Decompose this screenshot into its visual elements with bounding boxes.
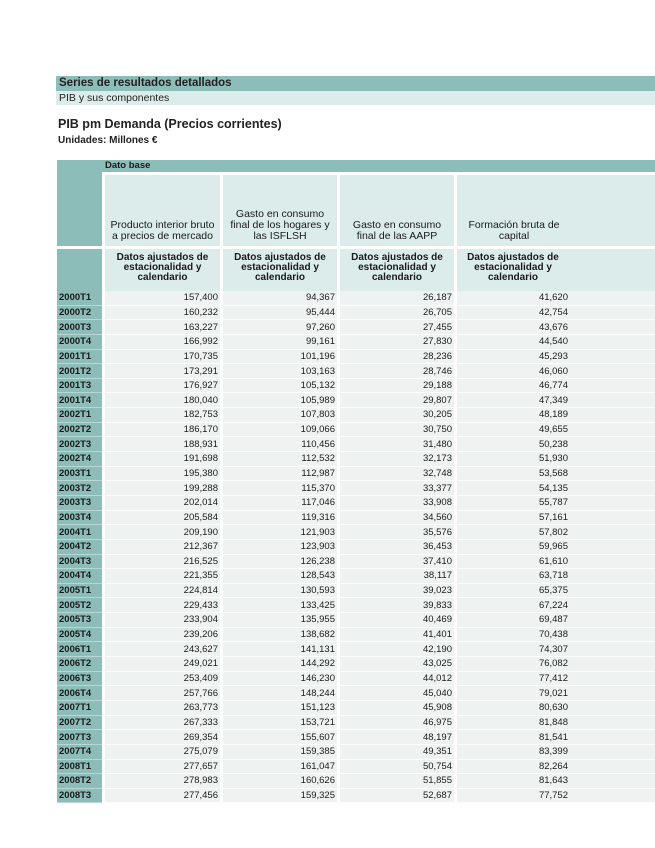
value-cell: 41,401 <box>337 628 454 643</box>
table-row <box>57 291 655 306</box>
value-cell: 45,293 <box>454 350 655 365</box>
value-cell: 141,131 <box>220 642 337 657</box>
column-header: Producto interior bruto a precios de mercado <box>102 175 220 246</box>
value-cell: 239,206 <box>102 628 220 643</box>
value-cell: 160,626 <box>220 774 337 789</box>
value-cell: 121,903 <box>220 525 337 540</box>
value-cell: 42,754 <box>454 306 655 321</box>
table-row <box>57 730 655 745</box>
column-header: Gasto en consumo final de las AAPP <box>337 175 454 246</box>
value-cell: 35,576 <box>337 525 454 540</box>
value-cell: 112,532 <box>220 452 337 467</box>
value-cell: 275,079 <box>102 745 220 760</box>
table-row <box>57 774 655 789</box>
value-cell: 94,367 <box>220 291 337 306</box>
period-cell: 2004T4 <box>57 569 102 584</box>
period-cell: 2007T1 <box>57 701 102 716</box>
stub-cell <box>57 246 102 291</box>
value-cell: 47,349 <box>454 393 655 408</box>
value-cell: 144,292 <box>220 657 337 672</box>
value-cell: 148,244 <box>220 686 337 701</box>
period-cell: 2000T4 <box>57 335 102 350</box>
value-cell: 29,188 <box>337 379 454 394</box>
value-cell: 32,748 <box>337 467 454 482</box>
value-cell: 176,927 <box>102 379 220 394</box>
period-cell: 2006T2 <box>57 657 102 672</box>
value-cell: 123,903 <box>220 540 337 555</box>
value-cell: 157,400 <box>102 291 220 306</box>
units-label: Unidades: Millones € <box>58 135 158 146</box>
value-cell: 199,288 <box>102 481 220 496</box>
data-table <box>57 160 655 803</box>
period-cell: 2003T4 <box>57 511 102 526</box>
value-cell: 277,657 <box>102 760 220 775</box>
value-cell: 278,983 <box>102 774 220 789</box>
value-cell: 48,189 <box>454 408 655 423</box>
period-cell: 2000T3 <box>57 320 102 335</box>
value-cell: 30,205 <box>337 408 454 423</box>
value-cell: 209,190 <box>102 525 220 540</box>
period-cell: 2004T2 <box>57 540 102 555</box>
table-row <box>57 745 655 760</box>
table-row <box>57 613 655 628</box>
value-cell: 74,307 <box>454 642 655 657</box>
value-cell: 133,425 <box>220 598 337 613</box>
value-cell: 110,456 <box>220 437 337 452</box>
column-subheader: Datos ajustados de estacionalidad y calendario <box>220 246 337 291</box>
value-cell: 51,855 <box>337 774 454 789</box>
value-cell: 61,610 <box>454 555 655 570</box>
table-row <box>57 393 655 408</box>
period-cell: 2001T2 <box>57 364 102 379</box>
table-row <box>57 540 655 555</box>
value-cell: 180,040 <box>102 393 220 408</box>
value-cell: 26,705 <box>337 306 454 321</box>
column-subheader: Datos ajustados de estacionalidad y calendario <box>454 246 655 291</box>
series-title-band: Series de resultados detallados <box>56 76 655 91</box>
value-cell: 112,987 <box>220 467 337 482</box>
value-cell: 97,260 <box>220 320 337 335</box>
value-cell: 70,438 <box>454 628 655 643</box>
value-cell: 191,698 <box>102 452 220 467</box>
value-cell: 69,487 <box>454 613 655 628</box>
value-cell: 36,453 <box>337 540 454 555</box>
value-cell: 45,908 <box>337 701 454 716</box>
period-cell: 2005T1 <box>57 584 102 599</box>
value-cell: 41,620 <box>454 291 655 306</box>
value-cell: 126,238 <box>220 555 337 570</box>
value-cell: 55,787 <box>454 496 655 511</box>
table-title: PIB pm Demanda (Precios corrientes) <box>58 117 282 131</box>
period-cell: 2008T3 <box>57 789 102 804</box>
value-cell: 43,676 <box>454 320 655 335</box>
value-cell: 31,480 <box>337 437 454 452</box>
value-cell: 57,802 <box>454 525 655 540</box>
value-cell: 117,046 <box>220 496 337 511</box>
base-label: Dato base <box>102 160 655 172</box>
value-cell: 159,325 <box>220 789 337 804</box>
value-cell: 212,367 <box>102 540 220 555</box>
value-cell: 160,232 <box>102 306 220 321</box>
value-cell: 269,354 <box>102 730 220 745</box>
value-cell: 39,023 <box>337 584 454 599</box>
value-cell: 253,409 <box>102 672 220 687</box>
table-row <box>57 569 655 584</box>
subtitle-band: PIB y sus componentes <box>56 91 655 105</box>
table-row <box>57 628 655 643</box>
value-cell: 59,965 <box>454 540 655 555</box>
period-cell: 2005T3 <box>57 613 102 628</box>
value-cell: 128,543 <box>220 569 337 584</box>
table-row <box>57 496 655 511</box>
value-cell: 32,173 <box>337 452 454 467</box>
value-cell: 82,264 <box>454 760 655 775</box>
period-cell: 2003T1 <box>57 467 102 482</box>
period-cell: 2001T3 <box>57 379 102 394</box>
value-cell: 45,040 <box>337 686 454 701</box>
value-cell: 53,568 <box>454 467 655 482</box>
period-cell: 2003T2 <box>57 481 102 496</box>
table-row <box>57 672 655 687</box>
period-cell: 2000T1 <box>57 291 102 306</box>
value-cell: 81,643 <box>454 774 655 789</box>
value-cell: 54,135 <box>454 481 655 496</box>
value-cell: 146,230 <box>220 672 337 687</box>
value-cell: 202,014 <box>102 496 220 511</box>
value-cell: 29,807 <box>337 393 454 408</box>
value-cell: 221,355 <box>102 569 220 584</box>
value-cell: 107,803 <box>220 408 337 423</box>
value-cell: 57,161 <box>454 511 655 526</box>
period-cell: 2006T1 <box>57 642 102 657</box>
table-row <box>57 408 655 423</box>
value-cell: 46,774 <box>454 379 655 394</box>
table-row <box>57 335 655 350</box>
table-row <box>57 642 655 657</box>
table-row <box>57 320 655 335</box>
table-row <box>57 511 655 526</box>
value-cell: 63,718 <box>454 569 655 584</box>
value-cell: 173,291 <box>102 364 220 379</box>
table-row <box>57 555 655 570</box>
period-cell: 2007T2 <box>57 716 102 731</box>
table-row <box>57 467 655 482</box>
value-cell: 205,584 <box>102 511 220 526</box>
value-cell: 34,560 <box>337 511 454 526</box>
column-header: Gasto en consumo final de los hogares y las ISFLSH <box>220 175 337 246</box>
period-cell: 2002T3 <box>57 437 102 452</box>
value-cell: 51,930 <box>454 452 655 467</box>
value-cell: 216,525 <box>102 555 220 570</box>
value-cell: 43,025 <box>337 657 454 672</box>
value-cell: 195,380 <box>102 467 220 482</box>
value-cell: 186,170 <box>102 423 220 438</box>
value-cell: 257,766 <box>102 686 220 701</box>
table-row <box>57 760 655 775</box>
period-cell: 2005T4 <box>57 628 102 643</box>
table-row <box>57 525 655 540</box>
value-cell: 50,754 <box>337 760 454 775</box>
period-cell: 2005T2 <box>57 598 102 613</box>
table-row <box>57 716 655 731</box>
table-row <box>57 657 655 672</box>
value-cell: 95,444 <box>220 306 337 321</box>
table-row <box>57 306 655 321</box>
period-cell: 2002T1 <box>57 408 102 423</box>
value-cell: 163,227 <box>102 320 220 335</box>
table-row <box>57 364 655 379</box>
period-cell: 2001T1 <box>57 350 102 365</box>
value-cell: 46,060 <box>454 364 655 379</box>
value-cell: 155,607 <box>220 730 337 745</box>
value-cell: 80,630 <box>454 701 655 716</box>
table-row <box>57 598 655 613</box>
value-cell: 26,187 <box>337 291 454 306</box>
value-cell: 30,750 <box>337 423 454 438</box>
value-cell: 249,021 <box>102 657 220 672</box>
value-cell: 40,469 <box>337 613 454 628</box>
value-cell: 224,814 <box>102 584 220 599</box>
period-cell: 2003T3 <box>57 496 102 511</box>
period-cell: 2006T4 <box>57 686 102 701</box>
value-cell: 27,455 <box>337 320 454 335</box>
value-cell: 101,196 <box>220 350 337 365</box>
value-cell: 135,955 <box>220 613 337 628</box>
value-cell: 50,238 <box>454 437 655 452</box>
value-cell: 159,385 <box>220 745 337 760</box>
value-cell: 67,224 <box>454 598 655 613</box>
value-cell: 103,163 <box>220 364 337 379</box>
column-subheader: Datos ajustados de estacionalidad y calendario <box>337 246 454 291</box>
value-cell: 119,316 <box>220 511 337 526</box>
table-row <box>57 481 655 496</box>
value-cell: 166,992 <box>102 335 220 350</box>
value-cell: 109,066 <box>220 423 337 438</box>
table-row <box>57 379 655 394</box>
value-cell: 28,746 <box>337 364 454 379</box>
value-cell: 38,117 <box>337 569 454 584</box>
period-cell: 2000T2 <box>57 306 102 321</box>
period-cell: 2008T1 <box>57 760 102 775</box>
value-cell: 182,753 <box>102 408 220 423</box>
period-cell: 2002T4 <box>57 452 102 467</box>
period-cell: 2007T3 <box>57 730 102 745</box>
table-row <box>57 437 655 452</box>
value-cell: 81,541 <box>454 730 655 745</box>
value-cell: 49,351 <box>337 745 454 760</box>
value-cell: 39,833 <box>337 598 454 613</box>
value-cell: 170,735 <box>102 350 220 365</box>
table-row <box>57 350 655 365</box>
value-cell: 151,123 <box>220 701 337 716</box>
value-cell: 27,830 <box>337 335 454 350</box>
table-row <box>57 686 655 701</box>
column-subheader: Datos ajustados de estacionalidad y calendario <box>102 246 220 291</box>
period-cell: 2002T2 <box>57 423 102 438</box>
table-row <box>57 584 655 599</box>
stub-cell <box>57 175 102 246</box>
value-cell: 153,721 <box>220 716 337 731</box>
value-cell: 115,370 <box>220 481 337 496</box>
value-cell: 99,161 <box>220 335 337 350</box>
value-cell: 263,773 <box>102 701 220 716</box>
value-cell: 161,047 <box>220 760 337 775</box>
table-row <box>57 452 655 467</box>
value-cell: 33,377 <box>337 481 454 496</box>
period-cell: 2004T1 <box>57 525 102 540</box>
value-cell: 81,848 <box>454 716 655 731</box>
value-cell: 83,399 <box>454 745 655 760</box>
value-cell: 44,540 <box>454 335 655 350</box>
column-header: Formación bruta de capital <box>454 175 655 246</box>
value-cell: 138,682 <box>220 628 337 643</box>
value-cell: 52,687 <box>337 789 454 804</box>
value-cell: 243,627 <box>102 642 220 657</box>
stub-cell <box>57 160 102 172</box>
value-cell: 77,412 <box>454 672 655 687</box>
value-cell: 105,989 <box>220 393 337 408</box>
value-cell: 277,456 <box>102 789 220 804</box>
period-cell: 2007T4 <box>57 745 102 760</box>
table-row <box>57 701 655 716</box>
value-cell: 79,021 <box>454 686 655 701</box>
value-cell: 28,236 <box>337 350 454 365</box>
value-cell: 46,975 <box>337 716 454 731</box>
value-cell: 37,410 <box>337 555 454 570</box>
period-cell: 2006T3 <box>57 672 102 687</box>
value-cell: 65,375 <box>454 584 655 599</box>
value-cell: 48,197 <box>337 730 454 745</box>
value-cell: 33,908 <box>337 496 454 511</box>
value-cell: 76,082 <box>454 657 655 672</box>
value-cell: 44,012 <box>337 672 454 687</box>
value-cell: 267,333 <box>102 716 220 731</box>
value-cell: 49,655 <box>454 423 655 438</box>
period-cell: 2001T4 <box>57 393 102 408</box>
value-cell: 42,190 <box>337 642 454 657</box>
value-cell: 77,752 <box>454 789 655 804</box>
table-row <box>57 423 655 438</box>
table-body <box>57 291 655 803</box>
table-row <box>57 789 655 804</box>
value-cell: 130,593 <box>220 584 337 599</box>
value-cell: 229,433 <box>102 598 220 613</box>
value-cell: 233,904 <box>102 613 220 628</box>
value-cell: 105,132 <box>220 379 337 394</box>
value-cell: 188,931 <box>102 437 220 452</box>
period-cell: 2004T3 <box>57 555 102 570</box>
period-cell: 2008T2 <box>57 774 102 789</box>
